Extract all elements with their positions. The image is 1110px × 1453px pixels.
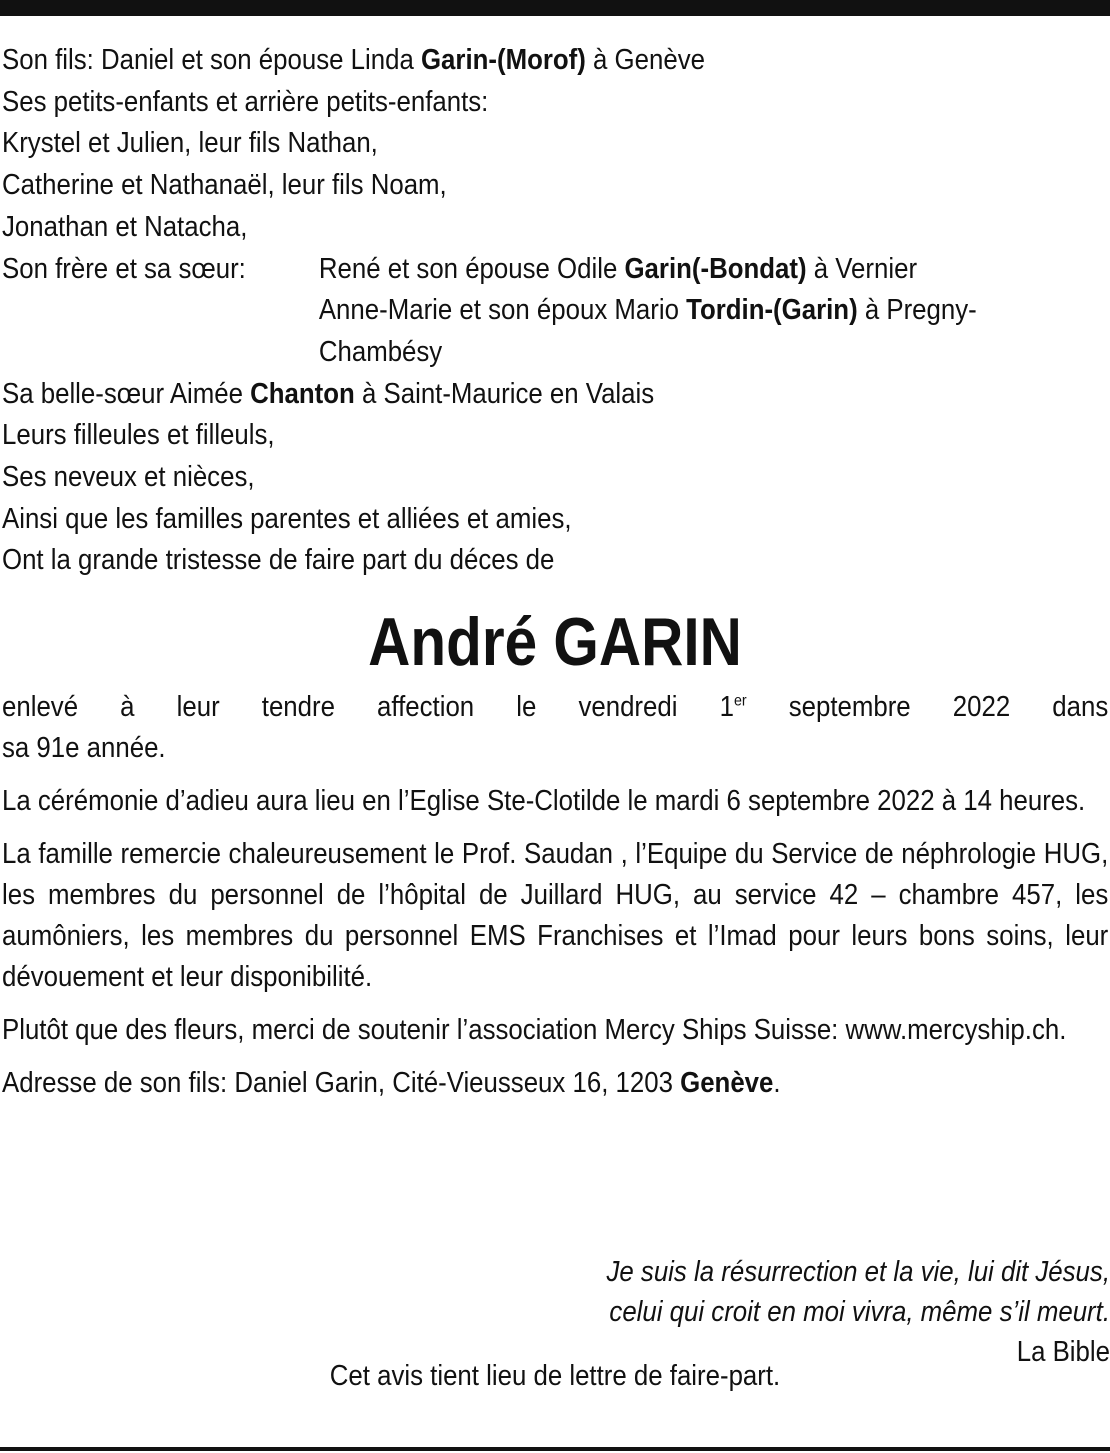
death-text: enlevé à leur tendre affection le vendredi 1 (2, 691, 734, 723)
sibling-location: à Vernier (806, 252, 918, 285)
address-city: Genève (680, 1067, 774, 1099)
sibling-item (319, 249, 1108, 291)
son-surname: Garin-(Morof) (420, 44, 586, 76)
grandchildren-item: Krystel et Julien, leur fils Nathan, (2, 127, 378, 160)
quote-line: Je suis la résurrection et la vie, lui dit Jésus, (606, 1256, 1110, 1288)
deceased-name: André GARIN (368, 604, 742, 680)
relatives-item: Ses neveux et nièces, (2, 461, 255, 494)
sister-in-law-line (2, 374, 1108, 416)
sister-in-law-surname: Chanton (250, 377, 355, 410)
sibling-item (319, 290, 1108, 332)
quote-line: celui qui croit en moi vivra, même s’il meurt. (609, 1296, 1110, 1328)
donation-paragraph: Plutôt que des fleurs, merci de soutenir l’association Mercy Ships Suisse: www.mercyship.ch. (2, 1014, 1067, 1046)
relatives-item: Ainsi que les familles parentes et alliées et amies, (2, 502, 572, 535)
son-location: à Genève (585, 44, 705, 76)
bottom-border-rule (0, 1447, 1110, 1451)
siblings-label: Son frère et sa sœur: (2, 252, 246, 285)
sibling-location-continuation: Chambésy (318, 335, 443, 368)
sibling-text: René et son épouse Odile (318, 252, 625, 285)
sibling-text: Anne-Marie et son époux Mario (318, 294, 687, 327)
son-text: Son fils: Daniel et son épouse Linda (2, 44, 421, 76)
siblings-list (319, 249, 1108, 374)
grandchildren-item: Catherine et Nathanaël, leur fils Noam, (2, 169, 447, 202)
announcement-line: Ont la grande tristesse de faire part du déces de (2, 544, 555, 577)
sibling-surname: Tordin-(Garin) (686, 294, 858, 327)
sister-in-law-text: Sa belle-sœur Aimée (2, 377, 251, 410)
sister-in-law-location: à Saint-Maurice en Valais (354, 377, 655, 410)
ordinal-superscript: er (733, 692, 747, 710)
quote-source: La Bible (1016, 1336, 1110, 1368)
closing-note: Cet avis tient lieu de lettre de faire-part. (329, 1360, 781, 1392)
sibling-location: à Pregny- (857, 294, 977, 327)
address-text: Adresse de son fils: Daniel Garin, Cité-Vieusseux 16, 1203 (2, 1067, 681, 1099)
family-list (2, 40, 1108, 582)
death-paragraph (2, 687, 1108, 769)
siblings-block (2, 249, 1108, 374)
ceremony-paragraph: La cérémonie d’adieu aura lieu en l’Eglise Ste-Clotilde le mardi 6 septembre 2022 à 14 heures. (2, 785, 1086, 817)
death-line (2, 687, 1108, 728)
notice-body (2, 687, 1108, 1116)
relatives-item: Leurs filleules et filleuls, (2, 419, 275, 452)
address-period: . (773, 1067, 781, 1099)
son-line (2, 40, 1108, 82)
age-line: sa 91e année. (2, 732, 166, 764)
address-line (2, 1063, 1108, 1104)
bible-quote (487, 1252, 1110, 1372)
grandchildren-item: Jonathan et Natacha, (2, 210, 248, 243)
sibling-surname: Garin(-Bondat) (624, 252, 807, 285)
thanks-paragraph: La famille remercie chaleureusement le Prof. Saudan , l’Equipe du Service de néphrologie HUG, les membres du personnel de l’hôpital de Juillard HUG, au service 42 – chambre 457, les aumôniers, les membres du personnel EMS Franchises et l’Imad pour leurs bons soins, leur dévouement et leur disponibilité. (2, 838, 1109, 993)
death-date-end: septembre 2022 dans (746, 691, 1109, 723)
grandchildren-heading: Ses petits-enfants et arrière petits-enfants: (2, 85, 489, 118)
top-border-rule (0, 0, 1110, 16)
